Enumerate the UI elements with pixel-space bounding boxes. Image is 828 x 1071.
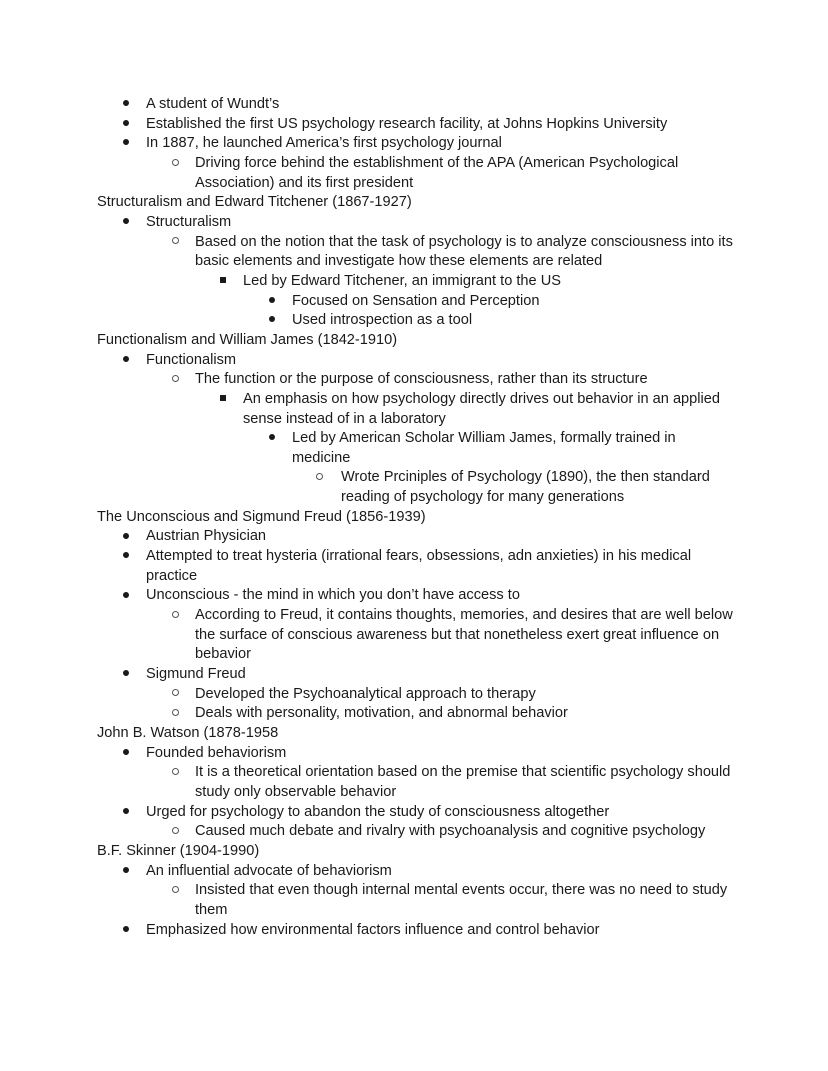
list-item (0, 468, 828, 507)
list-item-text: An influential advocate of behaviorism (146, 862, 392, 879)
bullet-circle-icon (169, 763, 181, 783)
bullet-square-icon (217, 390, 229, 410)
list-item (0, 311, 828, 331)
list-item-text: In 1887, he launched America’s first psychology journal (146, 135, 502, 152)
list-item (0, 390, 828, 429)
list-item (0, 370, 828, 390)
list-item-text: Deals with personality, motivation, and abnormal behavior (195, 705, 568, 722)
list-item-text: Urged for psychology to abandon the study of consciousness altogether (146, 803, 610, 820)
list-item (0, 527, 828, 547)
bullet-disc-icon (120, 862, 132, 882)
bullet-disc-icon (120, 95, 132, 115)
bullet-disc-icon (120, 921, 132, 941)
list-item-text: Austrian Physician (146, 528, 267, 545)
bullet-circle-icon (169, 822, 181, 842)
bullet-disc-icon (120, 803, 132, 823)
document-page (0, 95, 828, 940)
section-heading: John B. Watson (1878-1958 (97, 725, 279, 741)
list-item (0, 685, 828, 705)
bullet-disc-icon (120, 665, 132, 685)
bullet-circle-icon (169, 154, 181, 174)
list-item-text: A student of Wundt’s (146, 96, 280, 112)
bullet-disc-icon (266, 429, 278, 449)
bullet-disc-icon (120, 744, 132, 764)
section-heading: The Unconscious and Sigmund Freud (1856-1939) (97, 508, 426, 525)
list-item (0, 921, 828, 941)
list-item (0, 862, 828, 882)
list-item (0, 351, 828, 371)
bullet-disc-icon (266, 311, 278, 331)
list-item-text: Used introspection as a tool (292, 312, 473, 329)
bullet-disc-icon (120, 115, 132, 135)
section-heading: Functionalism and William James (1842-1910) (97, 331, 398, 348)
list-item-text: Led by Edward Titchener, an immigrant to the US (243, 272, 561, 289)
list-item-text: Focused on Sensation and Perception (292, 292, 540, 309)
list-item (0, 115, 828, 135)
list-item (0, 606, 828, 665)
list-item (0, 95, 828, 115)
list-item (0, 547, 828, 586)
list-item (0, 822, 828, 842)
bullet-circle-icon (169, 606, 181, 626)
list-item-text: An emphasis on how psychology directly drives out behavior in an applied sense instead of in a laboratory (243, 390, 721, 427)
list-item (0, 586, 828, 606)
list-item-text: Functionalism (146, 351, 237, 368)
bullet-circle-icon (313, 468, 325, 488)
list-item-text: Unconscious - the mind in which you don’t have access to (146, 587, 520, 604)
bullet-disc-icon (120, 134, 132, 154)
list-item (0, 665, 828, 685)
list-item (0, 881, 828, 920)
list-item (0, 154, 828, 193)
bullet-square-icon (217, 272, 229, 292)
list-item-text: Sigmund Freud (146, 666, 246, 683)
list-item (0, 803, 828, 823)
list-item-text: The function or the purpose of consciousness, rather than its structure (195, 371, 648, 388)
list-item (0, 272, 828, 292)
bullet-disc-icon (120, 586, 132, 606)
list-item (0, 292, 828, 312)
list-item (0, 213, 828, 233)
bullet-disc-icon (120, 213, 132, 233)
bullet-disc-icon (120, 351, 132, 371)
bullet-circle-icon (169, 233, 181, 253)
bullet-circle-icon (169, 881, 181, 901)
bullet-disc-icon (120, 527, 132, 547)
bullet-circle-icon (169, 685, 181, 705)
list-item-text: Developed the Psychoanalytical approach to therapy (195, 685, 536, 702)
list-item-text: It is a theoretical orientation based on the premise that scientific psychology should study only observable behavior (195, 764, 731, 800)
section-heading: B.F. Skinner (1904-1990) (97, 842, 260, 859)
list-item-text: Structuralism (146, 213, 232, 230)
bullet-circle-icon (169, 370, 181, 390)
list-item-text: Based on the notion that the task of psychology is to analyze consciousness into its basic elements and investigate how these elements are related (195, 233, 733, 270)
list-item-text: Emphasized how environmental factors influence and control behavior (146, 921, 600, 938)
list-item-text: Driving force behind the establishment of the APA (American Psychological Association) and its first president (195, 154, 679, 191)
list-item (0, 704, 828, 724)
list-item (0, 233, 828, 272)
section-heading: Structuralism and Edward Titchener (1867-1927) (97, 194, 412, 211)
bullet-disc-icon (266, 292, 278, 312)
list-item-text: Insisted that even though internal mental events occur, there was no need to study them (195, 882, 728, 918)
bullet-circle-icon (169, 704, 181, 724)
list-item-text: Caused much debate and rivalry with psychoanalysis and cognitive psychology (195, 823, 706, 840)
list-item (0, 763, 828, 802)
list-item (0, 744, 828, 764)
list-item-text: Led by American Scholar William James, formally trained in medicine (292, 430, 676, 466)
list-item (0, 429, 828, 468)
list-item-text: Wrote Prciniples of Psychology (1890), the then standard reading of psychology for many generations (341, 469, 710, 506)
list-item-text: According to Freud, it contains thoughts, memories, and desires that are well below the surface of conscious awareness but that nonetheless exert great influence on bebavior (195, 607, 733, 663)
list-item (0, 134, 828, 154)
list-item-text: Founded behaviorism (146, 744, 287, 761)
bullet-disc-icon (120, 547, 132, 567)
list-item-text: Established the first US psychology research facility, at Johns Hopkins University (146, 115, 668, 132)
list-item-text: Attempted to treat hysteria (irrational fears, obsessions, adn anxieties) in his medical practice (146, 548, 692, 584)
